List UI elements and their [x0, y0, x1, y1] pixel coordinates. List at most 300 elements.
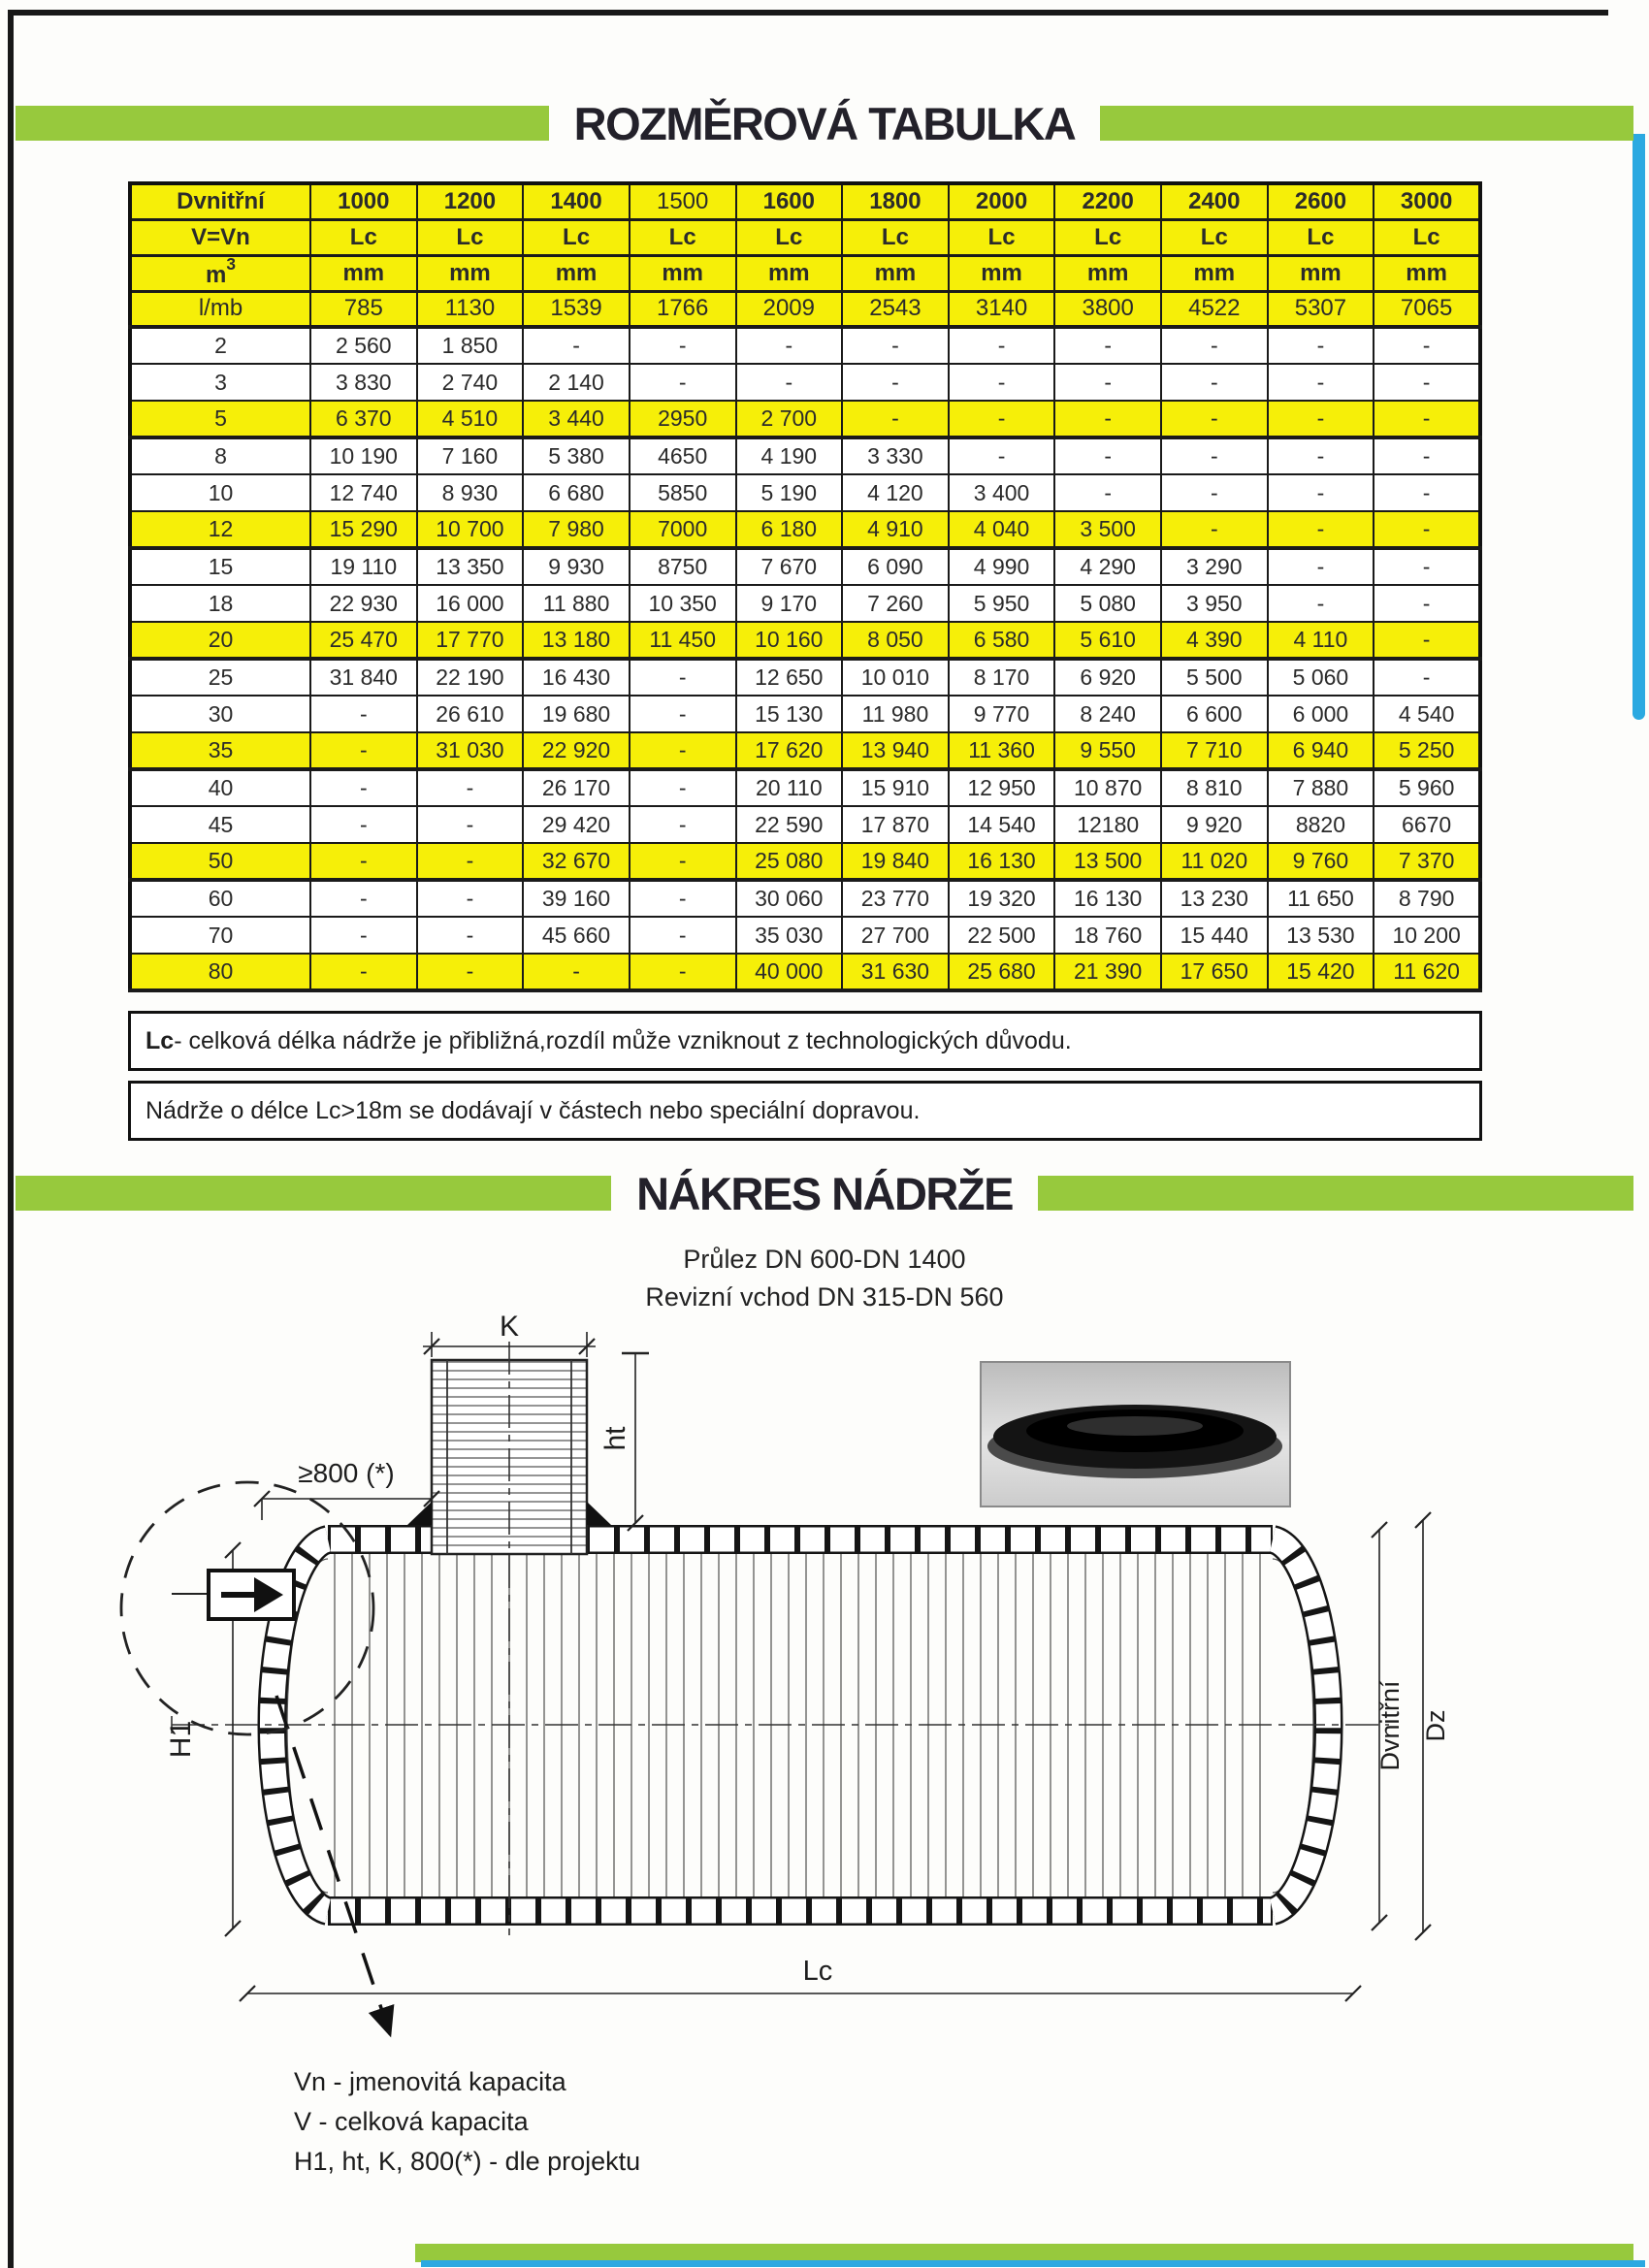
green-bar-right [1100, 106, 1633, 141]
table-row [130, 696, 1480, 732]
dim-lc-label: Lc [802, 1956, 833, 1987]
note-transport [128, 1081, 1482, 1141]
table-cell: 3 950 [1161, 585, 1268, 622]
table-cell: - [630, 769, 736, 806]
table-cell: 2000 [949, 183, 1055, 219]
legend-line: H1, ht, K, 800(*) - dle projektu [294, 2147, 641, 2176]
table-section-title: ROZMĚROVÁ TABULKA [573, 97, 1076, 149]
table-cell: 11 360 [949, 732, 1055, 769]
table-cell: - [310, 806, 417, 843]
table-cell: 2950 [630, 401, 736, 437]
table-cell: 16 130 [949, 843, 1055, 880]
table-cell: Lc [310, 219, 417, 255]
table-cell: - [1374, 474, 1480, 511]
table-cell: 7 710 [1161, 732, 1268, 769]
table-cell: 4 990 [949, 548, 1055, 585]
table-row [130, 291, 1480, 327]
note-transport-text: Nádrže o délce Lc>18m se dodávají v částech nebo speciální dopravou. [146, 1096, 921, 1124]
table-row [130, 585, 1480, 622]
table-row [130, 364, 1480, 401]
table-cell: 11 880 [523, 585, 630, 622]
table-cell: 1600 [736, 183, 843, 219]
table-cell: 23 770 [842, 880, 949, 917]
table-cell: 6 940 [1268, 732, 1374, 769]
table-cell: 13 350 [417, 548, 524, 585]
table-cell: 10 700 [417, 511, 524, 548]
table-cell: - [1268, 511, 1374, 548]
table-cell: mm [523, 255, 630, 291]
table-cell: - [630, 659, 736, 696]
table-cell: 13 940 [842, 732, 949, 769]
table-cell: 17 650 [1161, 954, 1268, 990]
table-cell: - [1268, 401, 1374, 437]
table-cell: Lc [523, 219, 630, 255]
table-cell: 12 740 [310, 474, 417, 511]
table-cell: 16 130 [1054, 880, 1161, 917]
table-row [130, 183, 1480, 219]
table-cell: 5307 [1268, 291, 1374, 327]
table-cell: 4 190 [736, 437, 843, 474]
table-cell: - [1374, 364, 1480, 401]
row-label-cell: 20 [130, 622, 310, 659]
dim-800 [254, 1491, 439, 1520]
table-cell: - [1374, 327, 1480, 364]
table-cell: 29 420 [523, 806, 630, 843]
table-cell: 2543 [842, 291, 949, 327]
table-cell: Lc [417, 219, 524, 255]
table-cell: - [310, 843, 417, 880]
page-border-left [8, 10, 14, 2268]
table-cell: 1500 [630, 183, 736, 219]
table-cell: 7 880 [1268, 769, 1374, 806]
table-cell: 785 [310, 291, 417, 327]
table-cell: 8 930 [417, 474, 524, 511]
table-row [130, 219, 1480, 255]
table-cell: - [310, 954, 417, 990]
table-cell: - [1268, 437, 1374, 474]
table-row [130, 843, 1480, 880]
table-cell: 9 770 [949, 696, 1055, 732]
table-cell: 1200 [417, 183, 524, 219]
table-cell: 31 840 [310, 659, 417, 696]
row-label-cell: 2 [130, 327, 310, 364]
table-cell: 4 390 [1161, 622, 1268, 659]
table-cell: - [630, 732, 736, 769]
table-cell: 5 500 [1161, 659, 1268, 696]
table-cell: 2 560 [310, 327, 417, 364]
table-cell: 8 170 [949, 659, 1055, 696]
table-cell: 13 230 [1161, 880, 1268, 917]
table-cell: 12 950 [949, 769, 1055, 806]
table-cell: 26 610 [417, 696, 524, 732]
table-cell: 4 290 [1054, 548, 1161, 585]
note-lc-text: - celková délka nádrže je přibližná,rozdíl může vzniknout z technologických důvodu. [174, 1026, 1072, 1054]
table-cell: - [1374, 511, 1480, 548]
drawing-section-title: NÁKRES NÁDRŽE [636, 1167, 1013, 1219]
drawing-legend [294, 2062, 640, 2182]
table-cell: 31 630 [842, 954, 949, 990]
table-cell: 7 160 [417, 437, 524, 474]
table-cell: 11 620 [1374, 954, 1480, 990]
legend-line: V - celková kapacita [294, 2107, 529, 2136]
table-cell: - [310, 917, 417, 954]
table-cell: - [417, 806, 524, 843]
table-cell: 9 760 [1268, 843, 1374, 880]
table-cell: - [417, 954, 524, 990]
table-cell: 11 980 [842, 696, 949, 732]
row-label-cell: 5 [130, 401, 310, 437]
table-cell: 25 470 [310, 622, 417, 659]
table-cell: 1000 [310, 183, 417, 219]
table-cell: 2 700 [736, 401, 843, 437]
table-cell: 3140 [949, 291, 1055, 327]
table-cell: 22 590 [736, 806, 843, 843]
table-cell: - [1161, 474, 1268, 511]
table-cell: 8750 [630, 548, 736, 585]
table-cell: 8 050 [842, 622, 949, 659]
table-cell: Lc [1054, 219, 1161, 255]
row-label-cell: 10 [130, 474, 310, 511]
table-cell: 14 540 [949, 806, 1055, 843]
table-cell: 45 660 [523, 917, 630, 954]
table-cell: 10 160 [736, 622, 843, 659]
table-cell: 30 060 [736, 880, 843, 917]
row-label-cell: l/mb [130, 291, 310, 327]
table-cell: 22 920 [523, 732, 630, 769]
table-cell: - [630, 806, 736, 843]
table-cell: 21 390 [1054, 954, 1161, 990]
table-cell: - [630, 364, 736, 401]
table-cell: 4 110 [1268, 622, 1374, 659]
note-lc [128, 1011, 1482, 1071]
table-cell: 3800 [1054, 291, 1161, 327]
table-cell: - [310, 880, 417, 917]
row-label-cell: V=Vn [130, 219, 310, 255]
table-cell: 2009 [736, 291, 843, 327]
blue-bar-bottom [421, 2260, 1645, 2267]
table-cell: 3 830 [310, 364, 417, 401]
table-row [130, 732, 1480, 769]
table-cell: 5850 [630, 474, 736, 511]
table-cell: 13 500 [1054, 843, 1161, 880]
dim-k-label: K [499, 1314, 520, 1343]
table-cell: 15 130 [736, 696, 843, 732]
table-cell: 4 510 [417, 401, 524, 437]
table-cell: - [1374, 585, 1480, 622]
table-cell: 2 740 [417, 364, 524, 401]
table-row [130, 474, 1480, 511]
row-label-cell: 50 [130, 843, 310, 880]
table-cell: 5 190 [736, 474, 843, 511]
table-cell: 10 190 [310, 437, 417, 474]
table-row [130, 255, 1480, 291]
row-label-cell: 8 [130, 437, 310, 474]
table-row [130, 917, 1480, 954]
table-cell: 1800 [842, 183, 949, 219]
table-cell: - [630, 954, 736, 990]
table-cell: 19 680 [523, 696, 630, 732]
table-row [130, 954, 1480, 990]
table-cell: 7 980 [523, 511, 630, 548]
table-row [130, 401, 1480, 437]
table-cell: 9 550 [1054, 732, 1161, 769]
table-cell: 4650 [630, 437, 736, 474]
table-cell: 15 290 [310, 511, 417, 548]
table-cell: 10 010 [842, 659, 949, 696]
table-cell: - [1268, 585, 1374, 622]
table-row [130, 548, 1480, 585]
table-cell: 19 110 [310, 548, 417, 585]
table-cell: - [310, 732, 417, 769]
table-cell: 4 910 [842, 511, 949, 548]
table-cell: mm [949, 255, 1055, 291]
table-cell: mm [736, 255, 843, 291]
table-cell: - [1054, 364, 1161, 401]
table-cell: 31 030 [417, 732, 524, 769]
manhole-cover-photo [981, 1362, 1290, 1507]
table-cell: mm [630, 255, 736, 291]
table-cell: - [1268, 548, 1374, 585]
table-cell: 7 260 [842, 585, 949, 622]
table-cell: Lc [736, 219, 843, 255]
table-row [130, 659, 1480, 696]
table-cell: - [736, 327, 843, 364]
row-label-cell: 18 [130, 585, 310, 622]
table-cell: - [842, 364, 949, 401]
table-cell: - [949, 437, 1055, 474]
table-cell: mm [842, 255, 949, 291]
table-cell: - [1054, 327, 1161, 364]
table-cell: 11 020 [1161, 843, 1268, 880]
table-cell: Lc [630, 219, 736, 255]
table-cell: 3 400 [949, 474, 1055, 511]
table-cell: - [310, 769, 417, 806]
green-bar-left [16, 106, 549, 141]
row-label-cell: 45 [130, 806, 310, 843]
table-row [130, 622, 1480, 659]
table-cell: - [1374, 622, 1480, 659]
table-section-header [16, 97, 1633, 149]
table-cell: - [417, 880, 524, 917]
table-cell: - [842, 401, 949, 437]
table-row [130, 511, 1480, 548]
dim-800-label: ≥800 (*) [298, 1458, 395, 1488]
row-label-cell: $m^3$ [130, 255, 310, 291]
table-cell: 5 060 [1268, 659, 1374, 696]
table-cell: mm [1268, 255, 1374, 291]
table-row [130, 769, 1480, 806]
table-cell: - [1374, 437, 1480, 474]
table-cell: 4 120 [842, 474, 949, 511]
table-cell: - [1161, 511, 1268, 548]
table-row [130, 327, 1480, 364]
table-cell: 1766 [630, 291, 736, 327]
row-label-cell: Dvnitřní [130, 183, 310, 219]
table-cell: - [1268, 364, 1374, 401]
table-cell: 6 000 [1268, 696, 1374, 732]
table-cell: Lc [949, 219, 1055, 255]
row-label-cell: 30 [130, 696, 310, 732]
table-cell: 20 110 [736, 769, 843, 806]
table-cell: 12180 [1054, 806, 1161, 843]
table-cell: 15 440 [1161, 917, 1268, 954]
manhole-size-note: Průlez DN 600-DN 1400 [683, 1245, 966, 1274]
table-cell: 13 180 [523, 622, 630, 659]
table-cell: 27 700 [842, 917, 949, 954]
blue-accent-strip [1633, 134, 1645, 720]
table-row [130, 437, 1480, 474]
table-cell: - [1054, 474, 1161, 511]
table-cell: - [523, 954, 630, 990]
table-cell: 32 670 [523, 843, 630, 880]
table-cell: 8 240 [1054, 696, 1161, 732]
dimension-table [128, 181, 1482, 992]
table-cell: 35 030 [736, 917, 843, 954]
table-cell: 6 180 [736, 511, 843, 548]
table-cell: 17 870 [842, 806, 949, 843]
table-cell: 6670 [1374, 806, 1480, 843]
table-cell: 2600 [1268, 183, 1374, 219]
table-cell: 6 600 [1161, 696, 1268, 732]
table-cell: mm [417, 255, 524, 291]
table-cell: 3000 [1374, 183, 1480, 219]
green-bar-left [16, 1176, 611, 1211]
dim-dz-label: Dz [1421, 1709, 1450, 1742]
table-cell: 9 930 [523, 548, 630, 585]
table-cell: 16 000 [417, 585, 524, 622]
table-cell: 5 610 [1054, 622, 1161, 659]
row-label-cell: 80 [130, 954, 310, 990]
table-cell: 6 920 [1054, 659, 1161, 696]
table-cell: - [1374, 659, 1480, 696]
table-cell: 16 430 [523, 659, 630, 696]
table-cell: 4 540 [1374, 696, 1480, 732]
table-cell: 6 580 [949, 622, 1055, 659]
page-border-top [8, 10, 1608, 16]
table-cell: - [949, 401, 1055, 437]
table-cell: - [1374, 401, 1480, 437]
table-cell: mm [1374, 255, 1480, 291]
table-cell: 19 840 [842, 843, 949, 880]
note-lc-term: Lc [146, 1026, 175, 1054]
table-cell: mm [1054, 255, 1161, 291]
table-cell: 2200 [1054, 183, 1161, 219]
table-cell: 13 530 [1268, 917, 1374, 954]
table-cell: Lc [1268, 219, 1374, 255]
table-cell: - [1161, 364, 1268, 401]
table-cell: 22 930 [310, 585, 417, 622]
row-label-cell: 3 [130, 364, 310, 401]
table-cell: - [630, 327, 736, 364]
table-cell: 9 170 [736, 585, 843, 622]
table-cell: 1400 [523, 183, 630, 219]
table-cell: 10 200 [1374, 917, 1480, 954]
table-cell: 8 790 [1374, 880, 1480, 917]
green-bar-right [1038, 1176, 1633, 1211]
table-cell: Lc [842, 219, 949, 255]
table-cell: 5 950 [949, 585, 1055, 622]
table-cell: Lc [1374, 219, 1480, 255]
table-cell: 2 140 [523, 364, 630, 401]
table-cell: 15 420 [1268, 954, 1374, 990]
legend-line: Vn - jmenovitá kapacita [294, 2067, 566, 2096]
table-cell: - [523, 327, 630, 364]
drawing-section-header [16, 1167, 1633, 1219]
table-cell: 1 850 [417, 327, 524, 364]
table-cell: 9 920 [1161, 806, 1268, 843]
row-label-cell: 40 [130, 769, 310, 806]
table-cell: - [1161, 401, 1268, 437]
table-cell: 6 680 [523, 474, 630, 511]
table-cell: - [1161, 437, 1268, 474]
table-cell: 11 450 [630, 622, 736, 659]
table-cell: 1130 [417, 291, 524, 327]
table-cell: 12 650 [736, 659, 843, 696]
dim-lc [240, 1986, 1361, 2001]
table-row [130, 806, 1480, 843]
table-cell: 7 370 [1374, 843, 1480, 880]
table-cell: 2400 [1161, 183, 1268, 219]
table-cell: - [630, 696, 736, 732]
table-cell: mm [310, 255, 417, 291]
table-cell: 4522 [1161, 291, 1268, 327]
table-cell: 17 770 [417, 622, 524, 659]
table-cell: - [1268, 327, 1374, 364]
table-cell: - [417, 917, 524, 954]
table-cell: - [1161, 327, 1268, 364]
table-cell: 3 440 [523, 401, 630, 437]
table-cell: 5 250 [1374, 732, 1480, 769]
table-cell: 15 910 [842, 769, 949, 806]
table-cell: 6 370 [310, 401, 417, 437]
table-cell: 5 080 [1054, 585, 1161, 622]
table-cell: 25 080 [736, 843, 843, 880]
table-cell: 7000 [630, 511, 736, 548]
table-cell: 6 090 [842, 548, 949, 585]
table-cell: 40 000 [736, 954, 843, 990]
table-cell: 39 160 [523, 880, 630, 917]
tank-drawing [116, 1314, 1533, 2066]
table-cell: - [630, 917, 736, 954]
table-cell: 22 500 [949, 917, 1055, 954]
table-cell: 5 380 [523, 437, 630, 474]
table-cell: 22 190 [417, 659, 524, 696]
table-row [130, 880, 1480, 917]
table-cell: - [1054, 401, 1161, 437]
table-cell: 19 320 [949, 880, 1055, 917]
table-cell: 18 760 [1054, 917, 1161, 954]
table-cell: 26 170 [523, 769, 630, 806]
table-cell: 7 670 [736, 548, 843, 585]
revision-entry-note: Revizní vchod DN 315-DN 560 [645, 1282, 1004, 1312]
table-cell: 10 870 [1054, 769, 1161, 806]
row-label-cell: 70 [130, 917, 310, 954]
table-cell: - [417, 843, 524, 880]
table-cell: - [310, 696, 417, 732]
table-cell: - [630, 880, 736, 917]
table-cell: mm [1161, 255, 1268, 291]
table-cell: 5 960 [1374, 769, 1480, 806]
table-cell: 4 040 [949, 511, 1055, 548]
table-cell: - [1268, 474, 1374, 511]
dim-dvnitrni-label: Dvnitřní [1375, 1680, 1405, 1771]
table-cell: Lc [1161, 219, 1268, 255]
table-cell: - [417, 769, 524, 806]
dim-h1-label: H1 [165, 1720, 197, 1759]
table-cell: - [949, 327, 1055, 364]
table-cell: 1539 [523, 291, 630, 327]
table-cell: 7065 [1374, 291, 1480, 327]
